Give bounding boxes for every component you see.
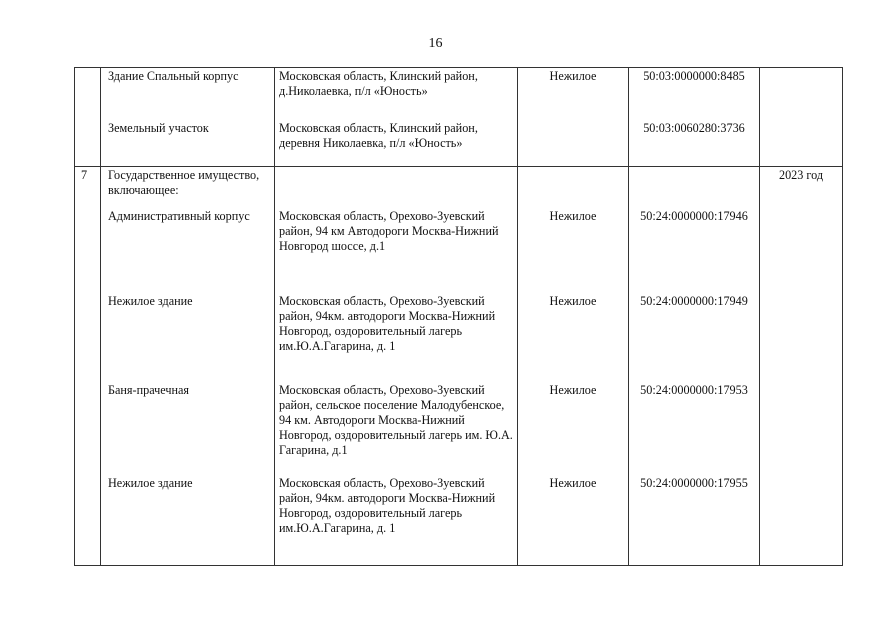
object-type: Нежилое [549, 208, 597, 223]
object-address [279, 167, 517, 168]
object-address: Московская область, Орехово-Зуевский район, 94 км Автодороги Москва-Нижний Новгород шоссе, д.1 [279, 208, 499, 253]
table-row [75, 167, 843, 208]
object-type [518, 167, 628, 168]
transfer-year [760, 68, 843, 120]
object-name: Нежилое здание [108, 293, 193, 308]
row-number [75, 382, 101, 475]
object-address: Московская область, Клинский район, д.Николаевка, п/л «Юность» [279, 69, 478, 99]
object-name: Земельный участок [108, 120, 209, 135]
row-number [75, 120, 101, 167]
object-type: Нежилое [549, 293, 597, 308]
object-address: Московская область, Клинский район, деревня Николаевка, п/л «Юность» [279, 120, 478, 150]
object-name: Государственное имущество, включающее: [108, 168, 260, 198]
object-name: Баня-прачечная [108, 382, 190, 397]
object-address: Московская область, Орехово-Зуевский район, 94км. автодороги Москва-Нижний Новгород, оздоровительный лагерь им.Ю.А.Гагарина, д. 1 [279, 475, 496, 536]
transfer-year [760, 475, 843, 566]
object-type: Нежилое [549, 69, 597, 83]
row-number [75, 68, 101, 120]
row-number [75, 293, 101, 382]
table-row [75, 382, 843, 475]
row-number [75, 208, 101, 293]
object-type: Нежилое [549, 382, 597, 397]
object-type: Нежилое [549, 475, 597, 490]
transfer-year [760, 382, 843, 475]
cadastral-number: 50:24:0000000:17955 [640, 475, 748, 490]
transfer-year [760, 120, 843, 167]
table-row [75, 120, 843, 167]
object-name: Административный корпус [108, 208, 250, 223]
object-name: Нежилое здание [108, 475, 193, 490]
row-number: 7 [81, 168, 88, 182]
cadastral-number: 50:24:0000000:17946 [640, 208, 748, 223]
object-address: Московская область, Орехово-Зуевский район, сельское поселение Малодубенское, 94 км. Автодороги Москва-Нижний Новгород, оздоровительный лагерь им. Ю.А. Гагарина, д.1 [279, 382, 513, 458]
transfer-year [760, 293, 843, 382]
row-number [75, 475, 101, 566]
cadastral-number: 50:24:0000000:17949 [640, 293, 748, 308]
property-table [74, 67, 843, 566]
table-row [75, 208, 843, 293]
table-row [75, 68, 843, 120]
page-number: 16 [428, 36, 443, 51]
transfer-year [760, 208, 843, 293]
object-name: Здание Спальный корпус [108, 69, 239, 83]
cadastral-number: 50:03:0060280:3736 [643, 120, 745, 135]
transfer-year: 2023 год [778, 168, 824, 182]
cadastral-number: 50:03:0000000:8485 [643, 69, 745, 83]
object-address: Московская область, Орехово-Зуевский район, 94км. автодороги Москва-Нижний Новгород, оздоровительный лагерь им.Ю.А.Гагарина, д. 1 [279, 293, 496, 354]
object-type [518, 120, 628, 121]
cadastral-number: 50:24:0000000:17953 [640, 382, 748, 397]
table-row [75, 293, 843, 382]
table-row [75, 475, 843, 566]
cadastral-number [629, 167, 759, 168]
